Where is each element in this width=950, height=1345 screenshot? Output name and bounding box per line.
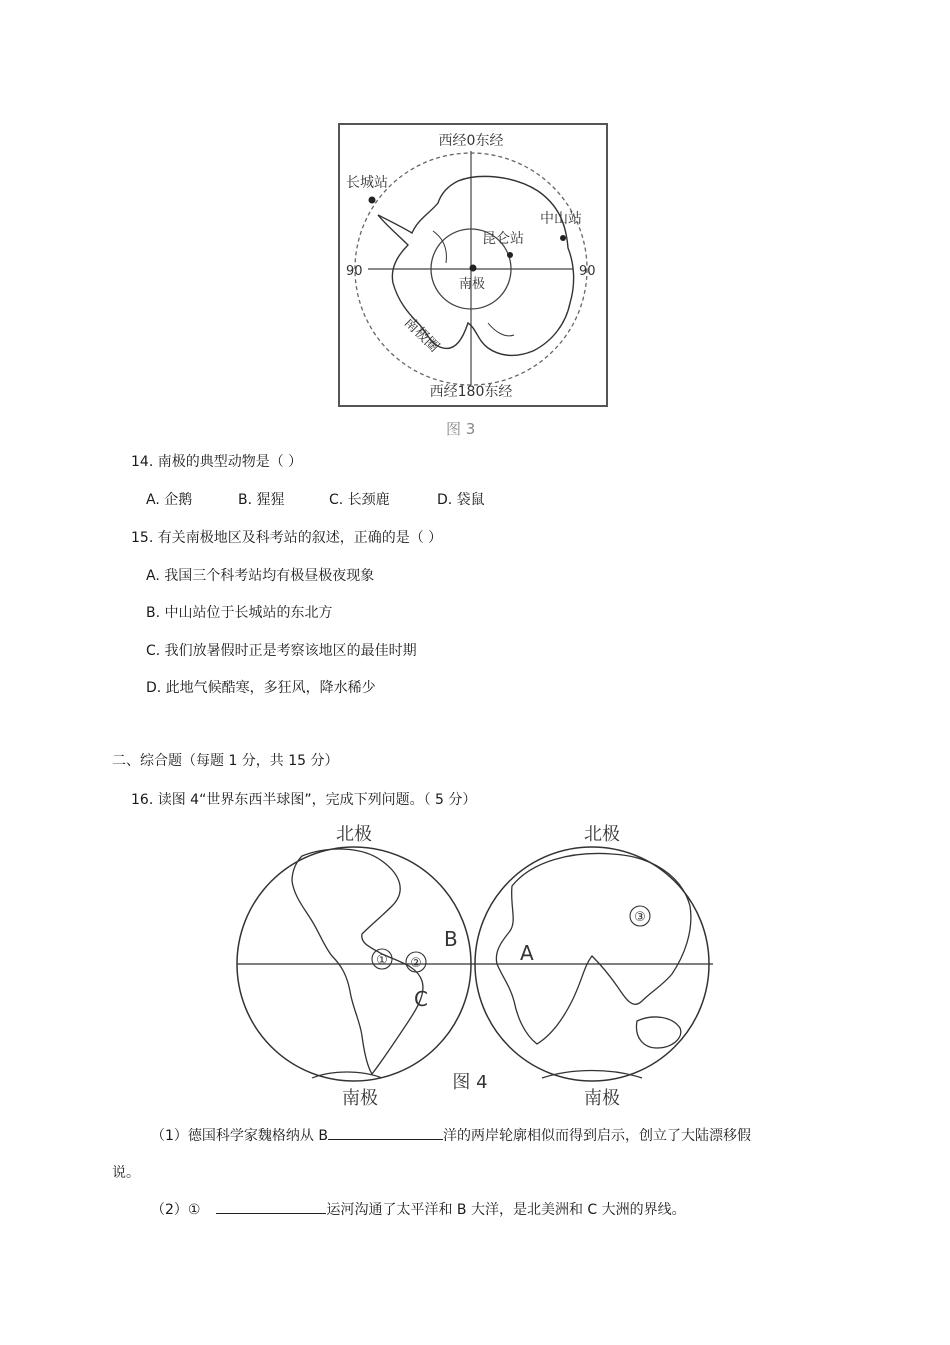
- figure3-caption: 图 3: [446, 420, 476, 438]
- q16-sub1-tail: 说。: [112, 1165, 140, 1181]
- q14-option-a: A. 企鹅: [146, 492, 193, 508]
- q15-option-b: B. 中山站位于长城站的东北方: [146, 605, 333, 621]
- q14-stem: 14. 南极的典型动物是（ ）: [131, 454, 303, 470]
- west-north-pole: 北极: [336, 824, 372, 845]
- q16-sub2-line: [151, 1199, 686, 1219]
- world-hemispheres-map: [232, 816, 718, 1110]
- east-south-pole: 南极: [584, 1088, 620, 1109]
- label-antarctic-circle: 南极圈: [400, 314, 442, 356]
- australia-outline: [636, 1017, 680, 1048]
- q15-option-c: C. 我们放暑假时正是考察该地区的最佳时期: [146, 643, 417, 659]
- letter-a: A: [520, 941, 534, 965]
- q14-option-b: B. 猩猩: [238, 492, 285, 508]
- label-zhongshan: 中山站: [540, 211, 582, 227]
- americas-outline: [292, 849, 423, 1074]
- letter-c: C: [414, 987, 428, 1011]
- west-south-pole: 南极: [342, 1088, 378, 1109]
- antarctica-edge: [542, 1071, 642, 1079]
- q16-sub2-blank[interactable]: [216, 1199, 326, 1214]
- q16-sub2-prefix: （2）①: [151, 1202, 201, 1218]
- kunlun-station-dot: [507, 252, 513, 258]
- label-top: 西经0东经: [438, 133, 504, 149]
- label-changcheng: 长城站: [346, 175, 388, 191]
- q16-sub1-line: [151, 1125, 751, 1145]
- q16-stem: 16. 读图 4“世界东西半球图”，完成下列问题。（ 5 分）: [131, 792, 477, 808]
- q15-option-d: D. 此地气候酷寒，多狂风，降水稀少: [146, 680, 376, 696]
- q16-sub1-prefix: （1）德国科学家魏格纳从 B: [151, 1128, 328, 1144]
- label-bottom: 西经180东经: [429, 384, 513, 400]
- q15-option-a: A. 我国三个科考站均有极昼极夜现象: [146, 568, 375, 584]
- changcheng-station-dot: [369, 197, 376, 204]
- q14-option-d: D. 袋鼠: [437, 492, 485, 508]
- label-pole: 南极: [458, 277, 486, 292]
- east-north-pole: 北极: [584, 824, 620, 845]
- label-kunlun: 昆仑站: [482, 231, 524, 247]
- label-right-90: 90: [579, 264, 596, 279]
- figure4-caption: 图 4: [452, 1072, 488, 1093]
- section2-title: 二、综合题（每题 1 分，共 15 分）: [112, 753, 339, 769]
- q14-option-c: C. 长颈鹿: [329, 492, 390, 508]
- letter-b: B: [444, 927, 458, 951]
- q15-stem: 15. 有关南极地区及科考站的叙述，正确的是（ ）: [131, 530, 443, 546]
- q16-sub2-suffix: 运河沟通了太平洋和 B 大洋，是北美洲和 C 大洲的界线。: [326, 1202, 686, 1218]
- q16-sub1-suffix: 洋的两岸轮廓相似而得到启示，创立了大陆漂移假: [442, 1128, 751, 1144]
- south-pole-dot: [470, 265, 477, 272]
- zhongshan-station-dot: [560, 235, 566, 241]
- mark-1: ①: [376, 953, 388, 968]
- antarctica-map: [338, 123, 608, 407]
- q16-sub1-blank[interactable]: [328, 1125, 443, 1140]
- mark-2: ②: [410, 956, 422, 971]
- mark-3: ③: [634, 910, 646, 925]
- label-left-90: 90: [346, 264, 363, 279]
